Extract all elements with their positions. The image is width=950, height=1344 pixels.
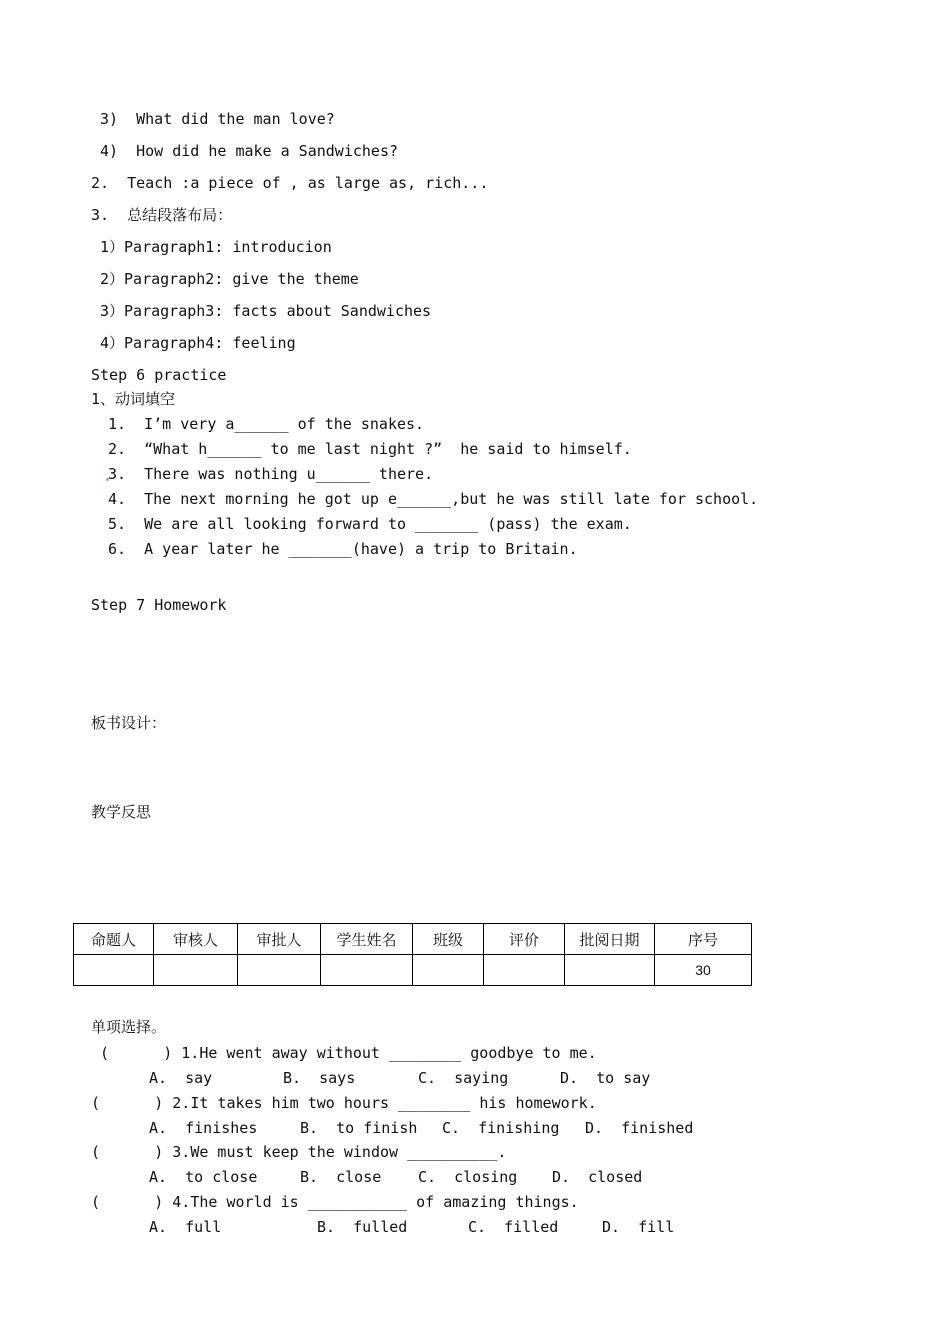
value-cell — [238, 955, 321, 986]
header-cell: 命题人 — [74, 924, 154, 955]
board-design-label: 板书设计： — [91, 714, 167, 732]
mc-option: B. fulled — [317, 1218, 408, 1236]
step6-item: 2. “What h______ to me last night ?” he said to himself. — [108, 440, 632, 458]
step6-item: 1. I’m very a______ of the snakes. — [108, 415, 425, 433]
mc-title: 单项选择。 — [91, 1018, 167, 1036]
mc-option: A. to close — [149, 1168, 258, 1186]
summary-item: 4）Paragraph4: feeling — [100, 334, 296, 352]
summary-item: 3）Paragraph3: facts about Sandwiches — [100, 302, 432, 320]
value-cell — [565, 955, 655, 986]
mc-question-4: ( ) 4.The world is ___________ of amazing things. — [91, 1193, 579, 1211]
mc-question-3: ( ) 3.We must keep the window __________. — [91, 1143, 507, 1161]
serial-number-cell: 30 — [655, 955, 752, 986]
teach-line: 2. Teach :a piece of , as large as, rich... — [91, 174, 489, 192]
mc-option: A. finishes — [149, 1119, 258, 1137]
mc-option: A. full — [149, 1218, 222, 1236]
reflection-label: 教学反思 — [91, 803, 152, 821]
header-cell: 序号 — [655, 924, 752, 955]
value-cell — [484, 955, 565, 986]
step6-item: 5. We are all looking forward to _______ (pass) the exam. — [108, 515, 632, 533]
mc-question-1: ( ) 1.He went away without ________ goodbye to me. — [100, 1044, 597, 1062]
mc-option: B. close — [300, 1168, 382, 1186]
header-cell: 班级 — [413, 924, 484, 955]
step6-item: 6. A year later he _______(have) a trip to Britain. — [108, 540, 578, 558]
summary-item: 1）Paragraph1: introducion — [100, 238, 332, 256]
mc-option: C. finishing — [442, 1119, 560, 1137]
step7-title: Step 7 Homework — [91, 596, 227, 614]
value-cell — [413, 955, 484, 986]
value-cell — [154, 955, 238, 986]
step6-item: 4. The next morning he got up e______,but he was still late for school. — [108, 490, 759, 508]
summary-title: 3. 总结段落布局： — [91, 206, 233, 224]
step6-title: Step 6 practice — [91, 366, 227, 384]
mc-option: B. to finish — [300, 1119, 418, 1137]
question-4: 4) How did he make a Sandwiches? — [100, 142, 399, 160]
step6-subtitle: 1、动词填空 — [91, 390, 176, 408]
header-cell: 审核人 — [154, 924, 238, 955]
summary-item: 2）Paragraph2: give the theme — [100, 270, 359, 288]
value-cell — [74, 955, 154, 986]
step6-item: 3. There was nothing u______ there. — [108, 465, 434, 483]
header-cell: 学生姓名 — [321, 924, 413, 955]
mc-option: C. closing — [418, 1168, 518, 1186]
header-cell: 审批人 — [238, 924, 321, 955]
mc-option: D. closed — [552, 1168, 643, 1186]
mc-option: C. saying — [418, 1069, 509, 1087]
value-cell — [321, 955, 413, 986]
mc-option: B. says — [283, 1069, 356, 1087]
mc-question-2: ( ) 2.It takes him two hours ________ his homework. — [91, 1094, 597, 1112]
mc-option: A. say — [149, 1069, 213, 1087]
info-table — [73, 923, 752, 986]
mc-option: C. filled — [468, 1218, 559, 1236]
mc-option: D. to say — [560, 1069, 651, 1087]
header-cell: 批阅日期 — [565, 924, 655, 955]
mc-option: D. fill — [602, 1218, 675, 1236]
mc-option: D. finished — [585, 1119, 694, 1137]
question-3: 3) What did the man love? — [100, 110, 335, 128]
header-cell: 评价 — [484, 924, 565, 955]
